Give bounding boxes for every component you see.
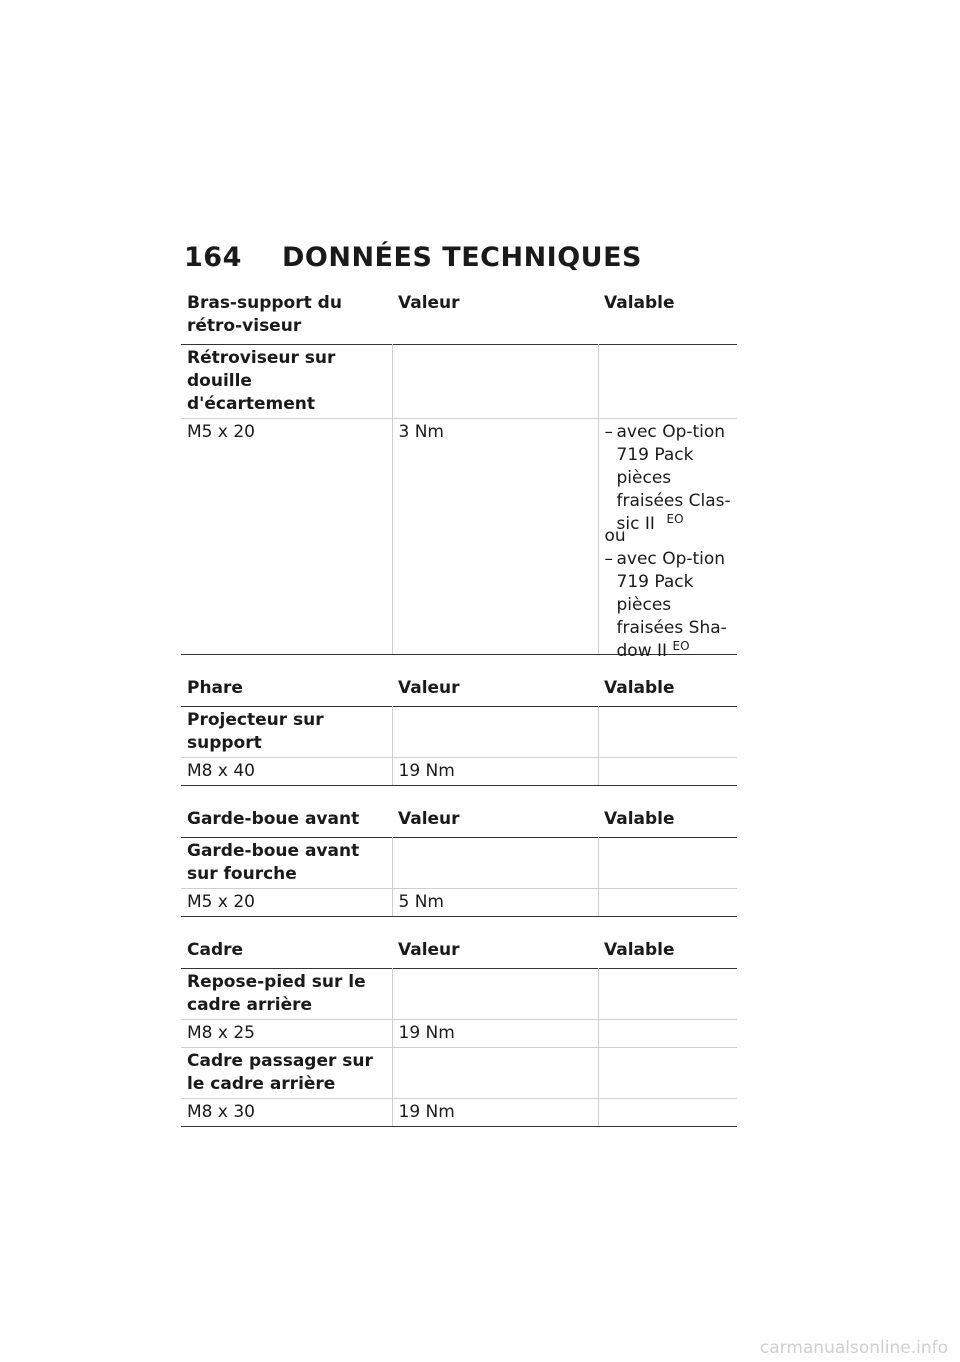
dash-icon: – <box>604 549 613 569</box>
row-value: 5 Nm <box>392 889 598 917</box>
table-row <box>181 1020 737 1048</box>
column-header-valid: Valable <box>604 940 675 960</box>
watermark: carmanualsonline.info <box>759 1338 948 1358</box>
dash-icon: – <box>604 422 613 442</box>
row-valid <box>598 969 737 1020</box>
row-value <box>392 345 598 419</box>
row-label: Garde-boue avant sur fourche <box>181 838 392 889</box>
page-header <box>184 242 642 273</box>
row-valid <box>598 1099 737 1127</box>
table-row <box>181 838 737 889</box>
column-header-value: Valeur <box>398 678 460 698</box>
table-frame <box>181 937 737 1127</box>
row-valid <box>598 707 737 758</box>
row-valid-options <box>598 419 737 661</box>
row-value <box>392 1048 598 1099</box>
table-row <box>181 345 737 419</box>
table-row <box>181 969 737 1020</box>
or-label: ou <box>604 526 626 546</box>
row-label: Repose-pied sur le cadre arrière <box>181 969 392 1020</box>
row-label: M8 x 25 <box>181 1020 392 1048</box>
table-row <box>181 707 737 758</box>
row-value: 3 Nm <box>392 419 598 655</box>
row-valid <box>598 838 737 889</box>
option-item <box>605 548 732 663</box>
column-header-value: Valeur <box>398 940 460 960</box>
row-label: Rétroviseur sur douille d'écartement <box>181 345 392 419</box>
row-label: M5 x 20 <box>181 419 392 655</box>
table-row <box>181 1099 737 1127</box>
column-header-component: Garde-boue avant <box>187 809 360 829</box>
option-superscript: EO <box>672 639 690 653</box>
column-header-component: Bras-support du rétro-viseur <box>187 293 342 336</box>
table-row <box>181 758 737 786</box>
table-row <box>181 419 737 655</box>
row-valid <box>598 345 737 419</box>
torque-tables <box>181 290 737 1127</box>
row-valid <box>598 758 737 786</box>
row-value <box>392 707 598 758</box>
option-text: avec Op-tion 719 Pack pièces fraisées Clas-sic II <box>616 422 731 534</box>
row-valid <box>598 1020 737 1048</box>
column-header-valid: Valable <box>604 809 675 829</box>
column-header-component: Cadre <box>187 940 244 960</box>
page-title: DONNÉES TECHNIQUES <box>282 242 642 273</box>
option-superscript: EO <box>666 512 684 526</box>
row-label: M5 x 20 <box>181 889 392 917</box>
row-label: M8 x 40 <box>181 758 392 786</box>
table-row <box>181 889 737 917</box>
row-value: 19 Nm <box>392 1020 598 1048</box>
column-header-valid: Valable <box>604 293 675 313</box>
row-valid <box>598 889 737 917</box>
column-header-value: Valeur <box>398 809 460 829</box>
page-number: 164 <box>184 242 242 273</box>
row-label: Cadre passager sur le cadre arrière <box>181 1048 392 1099</box>
row-label: Projecteur sur support <box>181 707 392 758</box>
table-headlight <box>181 675 737 786</box>
row-value: 19 Nm <box>392 1099 598 1127</box>
option-text: avec Op-tion 719 Pack pièces fraisées Sha-dow II <box>616 549 727 661</box>
table-mirror-arm <box>181 290 737 661</box>
row-label: M8 x 30 <box>181 1099 392 1127</box>
row-value <box>392 838 598 889</box>
column-header-component: Phare <box>187 678 243 698</box>
column-header-valid: Valable <box>604 678 675 698</box>
row-value <box>392 969 598 1020</box>
row-valid <box>598 1048 737 1099</box>
row-value: 19 Nm <box>392 758 598 786</box>
table-front-fender <box>181 806 737 917</box>
table-row <box>181 1048 737 1099</box>
column-header-value: Valeur <box>398 293 460 313</box>
